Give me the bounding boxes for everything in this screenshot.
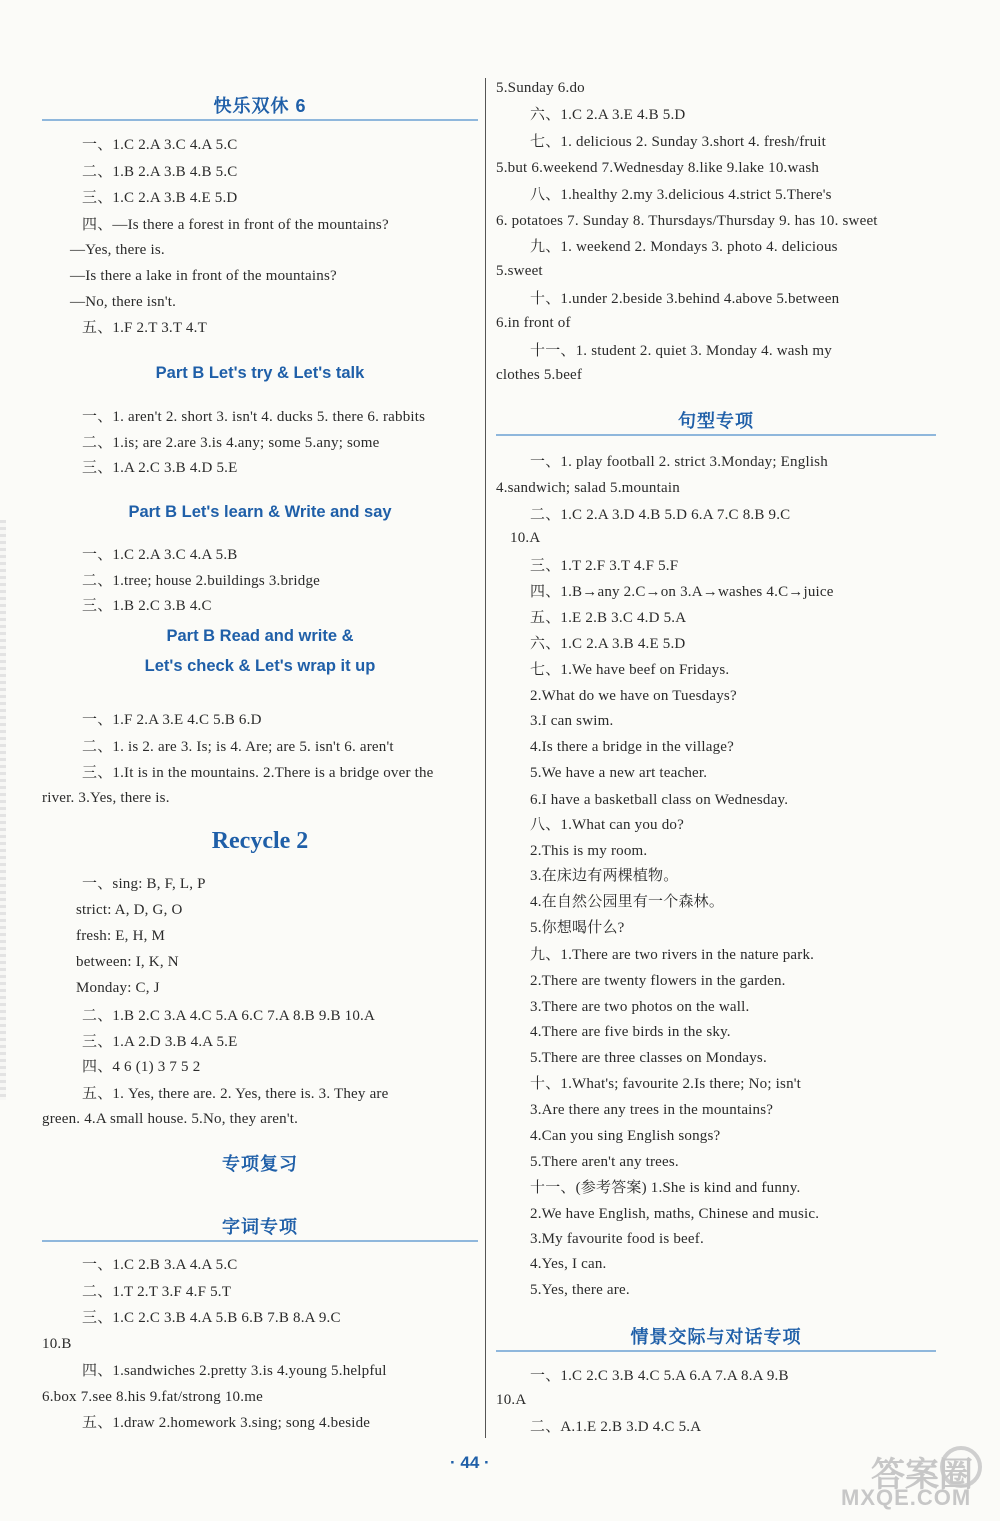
answer-line: fresh: E, H, M bbox=[76, 928, 166, 944]
answer-line: river. 3.Yes, there is. bbox=[42, 790, 170, 806]
answer-line: 2.We have English, maths, Chinese and music. bbox=[530, 1206, 820, 1222]
answer-line: 10.A bbox=[496, 1392, 527, 1408]
answer-line: 十、1.under 2.beside 3.behind 4.above 5.between bbox=[530, 291, 840, 307]
answer-line: 10.B bbox=[42, 1336, 72, 1352]
answer-line: 4.在自然公园里有一个森林。 bbox=[530, 894, 725, 910]
answer-line: 一、1.C 2.B 3.A 4.A 5.C bbox=[82, 1257, 238, 1273]
answer-line: 二、1.B 2.C 3.A 4.C 5.A 6.C 7.A 8.B 9.B 10.A bbox=[82, 1008, 376, 1024]
answer-line: —Yes, there is. bbox=[70, 242, 165, 258]
answer-line: 2.There are twenty flowers in the garden. bbox=[530, 973, 786, 989]
answer-line: 五、1.E 2.B 3.C 4.D 5.A bbox=[530, 610, 687, 626]
answer-line: between: I, K, N bbox=[76, 954, 179, 970]
answer-line: 二、1.is; are 2.are 3.is 4.any; some 5.any; some bbox=[82, 435, 380, 451]
section-heading: 快乐双休 6 bbox=[42, 92, 478, 121]
answer-line: 六、1.C 2.A 3.B 4.E 5.D bbox=[530, 636, 686, 652]
section-heading: Recycle 2 bbox=[211, 828, 309, 854]
answer-line: 5.but 6.weekend 7.Wednesday 8.like 9.lake 10.wash bbox=[496, 160, 820, 176]
answer-line: 三、1.T 2.F 3.T 4.F 5.F bbox=[530, 558, 679, 574]
answer-line: 三、1.C 2.C 3.B 4.A 5.B 6.B 7.B 8.A 9.C bbox=[82, 1310, 341, 1326]
section-heading: 字词专项 bbox=[42, 1213, 478, 1242]
answer-line: strict: A, D, G, O bbox=[76, 902, 183, 918]
answer-line: 九、1.There are two rivers in the nature park. bbox=[530, 947, 815, 963]
answer-line: 二、1.T 2.T 3.F 4.F 5.T bbox=[82, 1284, 232, 1300]
answer-line: 3.在床边有两棵植物。 bbox=[530, 868, 679, 884]
answer-line: 四、1.sandwiches 2.pretty 3.is 4.young 5.helpful bbox=[82, 1363, 387, 1379]
section-heading: 句型专项 bbox=[496, 407, 936, 436]
answer-line: 6.I have a basketball class on Wednesday. bbox=[530, 792, 789, 808]
answer-line: 二、1.B 2.A 3.B 4.B 5.C bbox=[82, 164, 238, 180]
answer-line: —No, there isn't. bbox=[70, 294, 177, 310]
answer-line: 6.in front of bbox=[496, 315, 571, 331]
section-heading: Part B Read and write & bbox=[166, 627, 354, 645]
answer-line: 3.Are there any trees in the mountains? bbox=[530, 1102, 774, 1118]
answer-line: 三、1.A 2.C 3.B 4.D 5.E bbox=[82, 460, 238, 476]
answer-line: 3.There are two photos on the wall. bbox=[530, 999, 750, 1015]
answer-line: 一、1. play football 2. strict 3.Monday; English bbox=[530, 454, 828, 470]
answer-line: 十、1.What's; favourite 2.Is there; No; isn't bbox=[530, 1076, 802, 1092]
answer-line: 4.sandwich; salad 5.mountain bbox=[496, 480, 680, 496]
answer-line: 四、—Is there a forest in front of the mountains? bbox=[82, 217, 389, 233]
answer-line: 二、1. is 2. are 3. Is; is 4. Are; are 5. isn't 6. aren't bbox=[82, 739, 394, 755]
answer-line: 十一、1. student 2. quiet 3. Monday 4. wash my bbox=[530, 343, 832, 359]
section-heading: Part B Let's try & Let's talk bbox=[155, 364, 365, 382]
watermark-title: 答案圈 bbox=[871, 1456, 973, 1494]
answer-line: 一、1.C 2.A 3.C 4.A 5.B bbox=[82, 547, 238, 563]
page-number: · 44 · bbox=[450, 1453, 490, 1472]
answer-line: 七、1.We have beef on Fridays. bbox=[530, 662, 730, 678]
answer-line: 一、sing: B, F, L, P bbox=[82, 876, 206, 892]
answer-line: 六、1.C 2.A 3.E 4.B 5.D bbox=[530, 107, 686, 123]
answer-line: 三、1.C 2.A 3.B 4.E 5.D bbox=[82, 190, 238, 206]
answer-line: 10.A bbox=[510, 530, 541, 546]
answer-line: 七、1. delicious 2. Sunday 3.short 4. fresh/fruit bbox=[530, 134, 827, 150]
answer-line: 4.There are five birds in the sky. bbox=[530, 1024, 731, 1040]
watermark-url: MXQE.COM bbox=[841, 1485, 972, 1510]
answer-line: 一、1. aren't 2. short 3. isn't 4. ducks 5. there 6. rabbits bbox=[82, 409, 426, 425]
answer-line: 4.Yes, I can. bbox=[530, 1256, 607, 1272]
answer-line: 一、1.C 2.A 3.C 4.A 5.C bbox=[82, 137, 238, 153]
answer-line: 二、A.1.E 2.B 3.D 4.C 5.A bbox=[530, 1419, 702, 1435]
answer-line: 三、1.It is in the mountains. 2.There is a bridge over the bbox=[82, 765, 434, 781]
section-heading: 专项复习 bbox=[222, 1154, 298, 1174]
answer-line: green. 4.A small house. 5.No, they aren't. bbox=[42, 1111, 299, 1127]
answer-line: 一、1.C 2.C 3.B 4.C 5.A 6.A 7.A 8.A 9.B bbox=[530, 1368, 789, 1384]
answer-line: 6. potatoes 7. Sunday 8. Thursdays/Thursday 9. has 10. sweet bbox=[496, 213, 878, 229]
answer-line: Monday: C, J bbox=[76, 980, 160, 996]
answer-line: 五、1. Yes, there are. 2. Yes, there is. 3. They are bbox=[82, 1086, 389, 1102]
answer-line: 6.box 7.see 8.his 9.fat/strong 10.me bbox=[42, 1389, 263, 1405]
answer-line: 二、1.tree; house 2.buildings 3.bridge bbox=[82, 573, 321, 589]
answer-line: 4.Can you sing English songs? bbox=[530, 1128, 721, 1144]
answer-line: 2.What do we have on Tuesdays? bbox=[530, 688, 737, 704]
section-heading: 情景交际与对话专项 bbox=[496, 1323, 936, 1352]
answer-line: 八、1.healthy 2.my 3.delicious 4.strict 5.There's bbox=[530, 187, 832, 203]
column-divider bbox=[485, 78, 486, 1438]
answer-line: 5.There aren't any trees. bbox=[530, 1154, 679, 1170]
answer-line: 5.There are three classes on Mondays. bbox=[530, 1050, 767, 1066]
answer-line: 五、1.F 2.T 3.T 4.T bbox=[82, 320, 207, 336]
answer-line: 五、1.draw 2.homework 3.sing; song 4.beside bbox=[82, 1415, 371, 1431]
answer-line: 四、1.B→any 2.C→on 3.A→washes 4.C→juice bbox=[530, 584, 834, 600]
page-number-value: 44 bbox=[460, 1453, 480, 1472]
answer-line: 九、1. weekend 2. Mondays 3. photo 4. delicious bbox=[530, 239, 838, 255]
binding-edge-shadow bbox=[0, 520, 6, 1100]
answer-line: 二、1.C 2.A 3.D 4.B 5.D 6.A 7.C 8.B 9.C bbox=[530, 507, 791, 523]
answer-line: 5.sweet bbox=[496, 263, 543, 279]
answer-line: 5.你想喝什么? bbox=[530, 920, 625, 936]
answer-line: 3.My favourite food is beef. bbox=[530, 1231, 704, 1247]
answer-line: 十一、(参考答案) 1.She is kind and funny. bbox=[530, 1180, 801, 1196]
answer-line: 四、4 6 (1) 3 7 5 2 bbox=[82, 1059, 201, 1075]
answer-line: —Is there a lake in front of the mountains? bbox=[70, 268, 337, 284]
answer-line: 5.We have a new art teacher. bbox=[530, 765, 708, 781]
section-heading: Part B Let's learn & Write and say bbox=[128, 503, 392, 521]
answer-line: clothes 5.beef bbox=[496, 367, 583, 383]
answer-line: 八、1.What can you do? bbox=[530, 817, 684, 833]
answer-line: 三、1.B 2.C 3.B 4.C bbox=[82, 598, 212, 614]
answer-line: 5.Sunday 6.do bbox=[496, 80, 585, 96]
section-heading: Let's check & Let's wrap it up bbox=[144, 657, 376, 675]
site-watermark bbox=[811, 1441, 986, 1511]
answer-line: 三、1.A 2.D 3.B 4.A 5.E bbox=[82, 1034, 238, 1050]
answer-line: 2.This is my room. bbox=[530, 843, 648, 859]
answer-line: 一、1.F 2.A 3.E 4.C 5.B 6.D bbox=[82, 712, 262, 728]
answer-line: 5.Yes, there are. bbox=[530, 1282, 630, 1298]
answer-line: 4.Is there a bridge in the village? bbox=[530, 739, 735, 755]
answer-line: 3.I can swim. bbox=[530, 713, 614, 729]
